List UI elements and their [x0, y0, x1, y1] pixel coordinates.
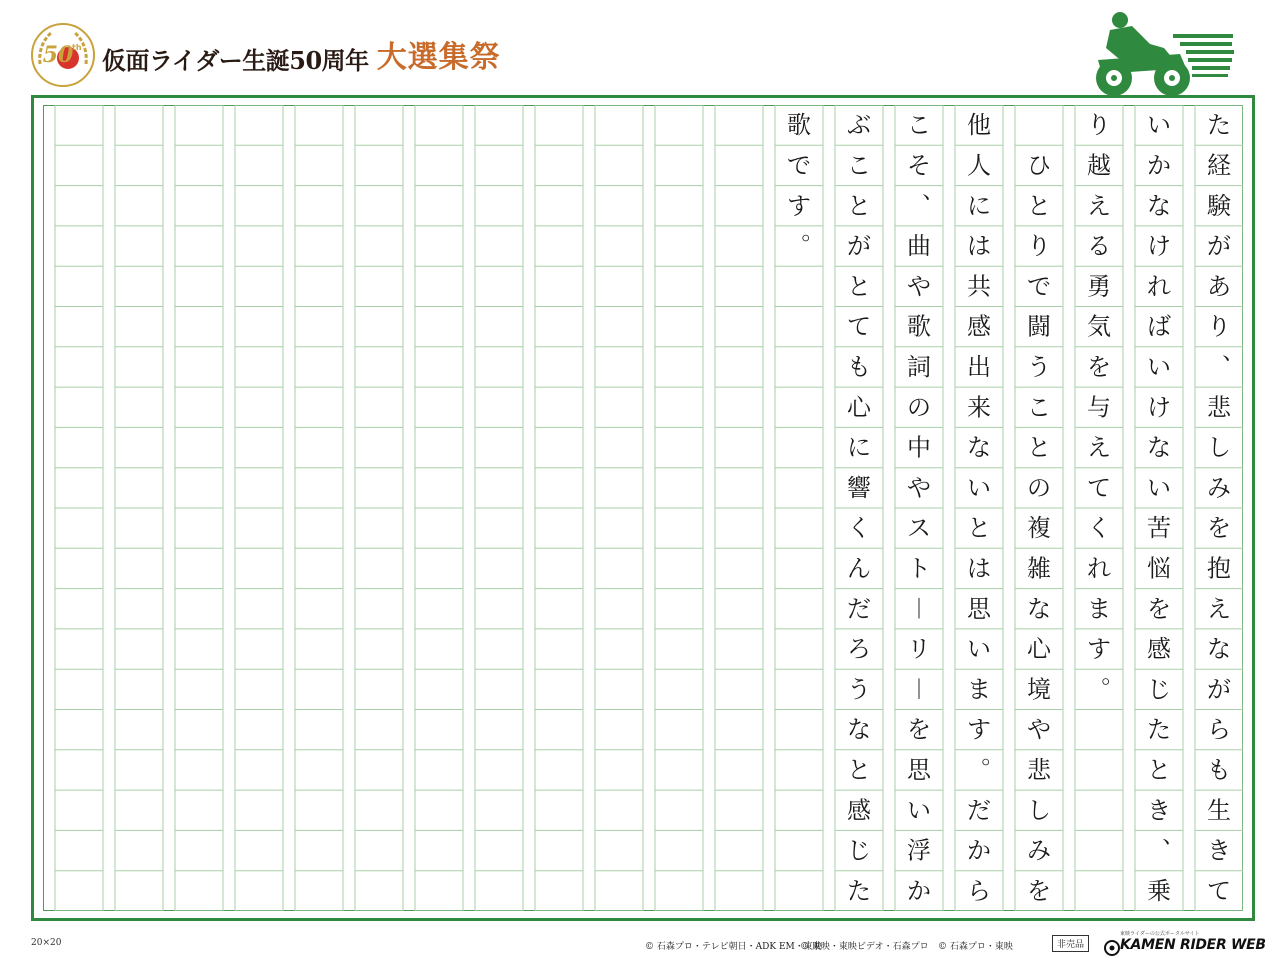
manuscript-char: ︑	[1207, 352, 1231, 381]
copyright-2: © 東映・東映ビデオ・石森プロ	[800, 942, 929, 952]
manuscript-char: 共	[967, 272, 991, 301]
manuscript-char: や	[1027, 715, 1051, 744]
copyright-3: © 石森プロ・東映	[938, 942, 1013, 952]
manuscript-char: に	[967, 191, 991, 220]
manuscript-char: 越	[1087, 151, 1111, 180]
manuscript-char: を	[907, 715, 931, 744]
manuscript-char: 感	[847, 796, 871, 825]
manuscript-char: か	[907, 876, 931, 905]
header	[0, 0, 1280, 95]
manuscript-char: は	[967, 554, 991, 583]
manuscript-char: け	[1147, 393, 1171, 422]
manuscript-char: き	[1207, 836, 1231, 865]
manuscript-char: え	[1087, 433, 1111, 462]
rider-motorcycle-icon	[1088, 8, 1238, 100]
badge-number: 50	[42, 42, 74, 68]
manuscript-char: ︑	[1147, 836, 1171, 865]
manuscript-char: を	[1207, 514, 1231, 543]
manuscript-char: も	[847, 352, 871, 381]
manuscript-char: り	[1027, 232, 1051, 261]
manuscript-char: う	[1027, 352, 1051, 381]
manuscript-char: ま	[1087, 594, 1111, 623]
manuscript-char: す	[1087, 635, 1111, 664]
manuscript-char: 詞	[907, 352, 931, 381]
manuscript-char: 歌	[907, 312, 931, 341]
manuscript-char: こ	[1027, 393, 1051, 422]
manuscript-char: て	[847, 312, 871, 341]
manuscript-char: し	[1027, 796, 1051, 825]
footer	[0, 930, 1280, 968]
manuscript-char: す	[787, 191, 811, 220]
manuscript-char: た	[847, 876, 871, 905]
manuscript-grid	[43, 105, 1243, 911]
manuscript-char: 悩	[1147, 554, 1171, 583]
manuscript-char: れ	[1087, 554, 1111, 583]
badge-suffix: th	[72, 43, 82, 52]
manuscript-char: 中	[907, 433, 931, 462]
manuscript-char: と	[847, 272, 871, 301]
manuscript-char: じ	[1147, 675, 1171, 704]
manuscript-char: の	[1027, 473, 1051, 502]
manuscript-char: る	[1087, 232, 1111, 261]
text-column	[1087, 111, 1111, 703]
manuscript-char: 雑	[1027, 554, 1051, 583]
manuscript-char: ︑	[907, 191, 931, 220]
manuscript-char: い	[967, 635, 991, 664]
manuscript-char: ら	[1207, 715, 1231, 744]
manuscript-char: り	[1087, 111, 1111, 140]
manuscript-char: 与	[1087, 393, 1111, 422]
manuscript-char: い	[907, 796, 931, 825]
manuscript-char: 気	[1087, 312, 1111, 341]
manuscript-char: み	[1027, 836, 1051, 865]
title-sub: 大選集祭	[376, 40, 501, 75]
manuscript-char: う	[847, 675, 871, 704]
manuscript-char: 浮	[907, 836, 931, 865]
manuscript-char: ト	[907, 554, 931, 583]
manuscript-char: て	[1087, 473, 1111, 502]
manuscript-char: い	[1147, 473, 1171, 502]
manuscript-char: 曲	[907, 232, 931, 261]
manuscript-char: な	[1147, 433, 1171, 462]
manuscript-char: で	[787, 151, 811, 180]
manuscript-char: ろ	[847, 635, 871, 664]
manuscript-char: 乗	[1147, 876, 1171, 905]
manuscript-char: と	[847, 191, 871, 220]
manuscript-char: 複	[1027, 514, 1051, 543]
manuscript-char: 感	[967, 312, 991, 341]
manuscript-char: だ	[967, 796, 991, 825]
manuscript-char: が	[1207, 675, 1231, 704]
manuscript-char: み	[1207, 473, 1231, 502]
manuscript-char: 出	[967, 352, 991, 381]
manuscript-char: 闘	[1027, 312, 1051, 341]
title-main: 仮面ライダー生誕50周年	[102, 46, 369, 75]
manuscript-char: 生	[1207, 796, 1231, 825]
manuscript-char: や	[907, 473, 931, 502]
text-column	[1027, 151, 1052, 904]
manuscript-char: か	[1147, 151, 1171, 180]
manuscript-char: に	[847, 433, 871, 462]
manuscript-char: た	[1207, 111, 1231, 140]
manuscript-char: 経	[1207, 151, 1231, 180]
manuscript-char: し	[1207, 433, 1231, 462]
manuscript-char: な	[967, 433, 991, 462]
manuscript-char: 来	[967, 393, 991, 422]
manuscript-char: え	[1087, 191, 1111, 220]
manuscript-char: ︒	[787, 232, 811, 261]
manuscript-char: は	[967, 232, 991, 261]
manuscript-char: な	[1147, 191, 1171, 220]
manuscript-char: な	[1027, 594, 1051, 623]
manuscript-char: が	[1207, 232, 1231, 261]
manuscript-char: の	[907, 393, 931, 422]
manuscript-char: だ	[847, 594, 871, 623]
manuscript-char: き	[1147, 796, 1171, 825]
manuscript-char: 悲	[1027, 755, 1051, 784]
manuscript-char: な	[847, 715, 871, 744]
manuscript-char: リ	[907, 635, 931, 664]
manuscript-char: こ	[847, 151, 871, 180]
manuscript-char: り	[1207, 312, 1231, 341]
manuscript-char: 心	[1027, 635, 1051, 664]
manuscript-char: と	[847, 755, 871, 784]
manuscript-char: ま	[967, 675, 991, 704]
manuscript-char: ひ	[1027, 151, 1051, 180]
manuscript-char: 思	[967, 594, 991, 623]
manuscript-char: 響	[847, 473, 871, 502]
manuscript-char: れ	[1147, 272, 1171, 301]
manuscript-char: く	[847, 514, 871, 543]
manuscript-char: け	[1147, 232, 1171, 261]
manuscript-char: を	[1087, 352, 1111, 381]
manuscript-char: と	[1027, 433, 1051, 462]
manuscript-char: く	[1087, 514, 1111, 543]
manuscript-char: を	[1027, 876, 1051, 905]
manuscript-char: 人	[967, 151, 991, 180]
manuscript-char: す	[967, 715, 991, 744]
manuscript-char: と	[1147, 755, 1171, 784]
manuscript-char: 抱	[1207, 554, 1231, 583]
manuscript-char: じ	[847, 836, 871, 865]
manuscript-char: で	[1027, 272, 1051, 301]
manuscript-char: と	[1027, 191, 1051, 220]
manuscript-char: も	[1207, 755, 1231, 784]
manuscript-char: ︒	[967, 755, 991, 784]
manuscript-char: 感	[1147, 635, 1171, 664]
manuscript-char: あ	[1207, 272, 1231, 301]
manuscript-char: ︱	[907, 594, 931, 623]
manuscript-char: 悲	[1207, 393, 1231, 422]
manuscript-char: い	[1147, 352, 1171, 381]
manuscript-char: た	[1147, 715, 1171, 744]
manuscript-char: 勇	[1087, 272, 1111, 301]
manuscript-char: ス	[907, 514, 931, 543]
manuscript-char: 歌	[787, 111, 811, 140]
manuscript-char: 苦	[1147, 514, 1171, 543]
manuscript-char: そ	[907, 151, 931, 180]
manuscript-char: が	[847, 232, 871, 261]
manuscript-char: か	[967, 836, 991, 865]
page-title	[102, 36, 501, 76]
manuscript-char: ば	[1147, 312, 1171, 341]
manuscript-char: と	[967, 514, 991, 543]
manuscript-char: ︱	[907, 675, 931, 704]
manuscript-char: を	[1147, 594, 1171, 623]
manuscript-char: ︒	[1087, 675, 1111, 704]
manuscript-char: な	[1207, 635, 1231, 664]
manuscript-char: や	[907, 272, 931, 301]
manuscript-char: ら	[967, 876, 991, 905]
manuscript-char: い	[967, 473, 991, 502]
manuscript-char: こ	[907, 111, 931, 140]
grid-size-label: 20×20	[31, 938, 62, 948]
site-tagline: 東映ライダーの公式ポータルサイト	[1120, 931, 1200, 937]
manuscript-char: ん	[847, 554, 871, 583]
anniversary-50th-logo	[30, 22, 96, 88]
manuscript-char: い	[1147, 111, 1171, 140]
manuscript-char: て	[1207, 876, 1231, 905]
manuscript-char: ぶ	[847, 111, 871, 140]
manuscript-char: 心	[847, 393, 871, 422]
manuscript-char: 境	[1027, 675, 1051, 704]
manuscript-char: 他	[967, 111, 991, 140]
not-for-sale-badge: 非売品	[1052, 935, 1089, 952]
manuscript-char: 験	[1207, 191, 1231, 220]
manuscript-char: 思	[907, 755, 931, 784]
copyright-1: © 石森プロ・テレビ朝日・ADK EM・東映	[645, 942, 822, 952]
site-name: KAMEN RIDER WEB	[1120, 937, 1266, 953]
manuscript-char: え	[1207, 594, 1231, 623]
